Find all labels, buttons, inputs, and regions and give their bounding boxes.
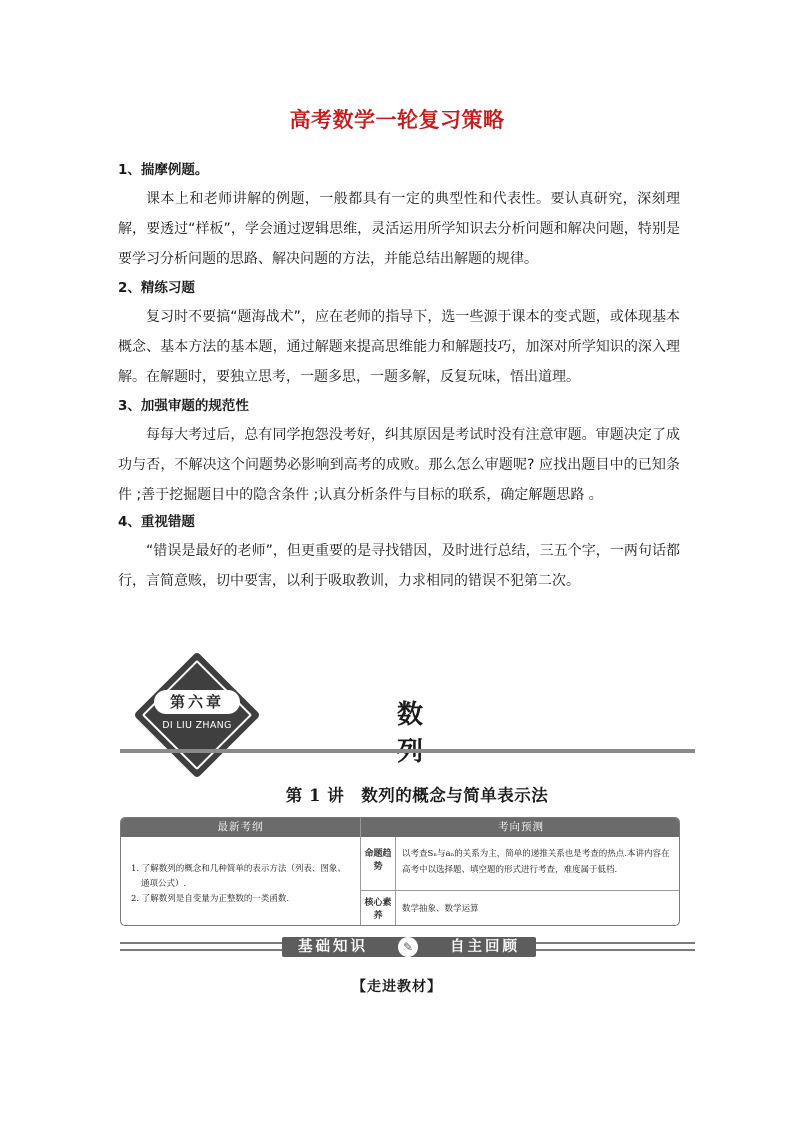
section-body: 复习时不要搞“题海战术”，应在老师的指导下，选一些源于课本的变式题，或体现基本概念、基本方法的基本题，通过解题来提高思维能力和解题技巧，加深对所学知识的深入理解。在解题时，要独立思考，一题多思，一题多解，反复玩味，悟出道理。 xyxy=(118,309,680,385)
chapter-badge-pinyin: DI LIU ZHANG xyxy=(162,720,232,731)
literacy-text: 数学抽象、数学运算 xyxy=(402,904,479,914)
section-heading: 3、加强审题的规范性 xyxy=(118,398,249,414)
outline-list xyxy=(131,862,353,907)
section-body: “错误是最好的老师”，但更重要的是寻找错因，及时进行总结，三五个字，一两句话都行，言简意赅，切中要害，以利于吸取教训，力求相同的错误不犯第二次。 xyxy=(118,543,680,589)
section-heading: 2、精练习题 xyxy=(118,280,195,296)
section-body: 每每大考过后，总有同学抱怨没考好，纠其原因是考试时没有注意审题。审题决定了成功与否，不解决这个问题势必影响到高考的成败。那么怎么审题呢? 应找出题目中的已知条件 ;善于挖掘题目中的隐含条件 ;认真分析条件与目标的联系，确定解题思路 。 xyxy=(118,427,680,503)
table-divider xyxy=(395,837,396,926)
page-title: 高考数学一轮复习策略 xyxy=(289,108,505,132)
section-3 xyxy=(118,396,680,510)
sub-heading: 【走进教材】 xyxy=(352,979,442,995)
outline-item: 2. 了解数列是自变量为正整数的一类函数. xyxy=(131,894,290,904)
chapter-divider xyxy=(120,749,695,753)
section-bar xyxy=(120,937,695,957)
trend-text: 以考查Sₙ与aₙ的关系为主，简单的递推关系也是考查的热点.本讲内容在高考中以选择题、填空题的形式进行考查，难度属于低档. xyxy=(402,849,670,875)
section-bar-right-label: 自主回顾 xyxy=(450,939,520,955)
table-header-outline: 最新考纲 xyxy=(121,818,360,837)
badge-diamond-border xyxy=(142,660,252,770)
chapter-title: 数 xyxy=(396,700,461,730)
section-heading: 1、揣摩例题。 xyxy=(118,162,209,178)
row-label-literacy: 核心素养 xyxy=(364,898,392,921)
section-4 xyxy=(118,512,680,596)
row-label-trend: 命题趋势 xyxy=(364,849,392,872)
chapter-badge-label: 第六章 xyxy=(154,690,240,714)
section-bar-left-label: 基础知识 xyxy=(298,939,368,955)
chapter-badge xyxy=(134,652,260,778)
table-header-forecast: 考向预测 xyxy=(361,818,680,837)
pen-icon: ✎ xyxy=(398,937,418,957)
section-bar-pill xyxy=(282,937,536,957)
table-divider xyxy=(361,890,680,891)
section-heading: 4、重视错题 xyxy=(118,514,195,530)
section-1 xyxy=(118,160,680,274)
section-2 xyxy=(118,278,680,392)
outline-item: 1. 了解数列的概念和几种简单的表示方法（列表、图象、通项公式）. xyxy=(131,864,346,889)
lecture-title: 第 1 讲 数列的概念与简单表示法 xyxy=(285,786,549,805)
section-body: 课本上和老师讲解的例题，一般都具有一定的典型性和代表性。要认真研究，深刻理解，要透过“样板”，学会通过逻辑思维，灵活运用所学知识去分析问题和解决问题，特别是要学习分析问题的思路、解决问题的方法，并能总结出解题的规律。 xyxy=(118,191,680,267)
exam-outline-table xyxy=(120,817,680,926)
